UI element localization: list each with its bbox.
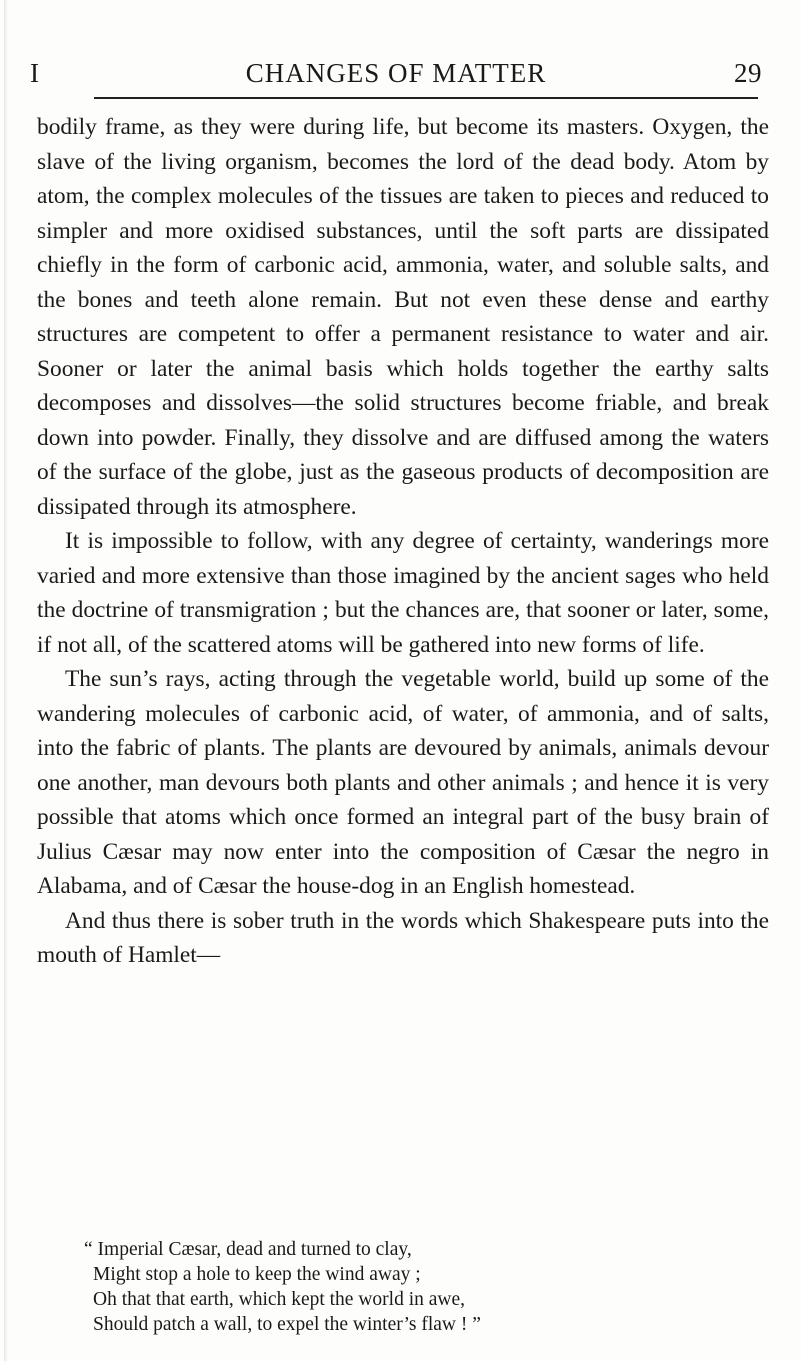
page-number: 29 (734, 58, 762, 88)
paragraph: It is impossible to follow, with any degree of certainty, wanderings more varied and more extensive than those imagined by the ancient sages who held the doctrine of transmigration ; but the chances are, that sooner or later, some, if not all, of the scattered atoms will be gathered into new forms of life. (37, 528, 769, 658)
body-text (37, 110, 769, 973)
verse-line: Oh that that earth, which kept the world in awe, (93, 1289, 466, 1310)
verse-quotation (84, 1237, 744, 1337)
verse-line: Should patch a wall, to expel the winter’s flaw ! ” (93, 1314, 481, 1335)
header-rule (94, 97, 758, 99)
running-head (30, 58, 762, 98)
paragraph: bodily frame, as they were during life, but become its masters. Oxygen, the slave of the living organism, becomes the lord of the dead body. Atom by atom, the complex molecules of the tissues are taken to pieces and reduced to simpler and more oxidised substances, until the soft parts are dissipated chiefly in the form of carbonic acid, ammonia, water, and soluble salts, and the bones and teeth alone remain. But not even these dense and earthy structures are competent to offer a permanent resistance to water and air. Sooner or later the animal basis which holds together the earthy salts decomposes and dissolves—the solid structures become friable, and break down into powder. Finally, they dissolve and are diffused among the waters of the surface of the globe, just as the gaseous products of decomposition are dissipated through its atmosphere. (37, 114, 769, 520)
verse-line: Might stop a hole to keep the wind away ; (93, 1264, 421, 1285)
page-edge-shadow (4, 0, 8, 1361)
chapter-number: I (30, 58, 40, 88)
paragraph: The sun’s rays, acting through the vegetable world, build up some of the wandering molecules of carbonic acid, of water, of ammonia, and of salts, into the fabric of plants. The plants are devoured by animals, animals devour one another, man devours both plants and other animals ; and hence it is very possible that atoms which once formed an integral part of the busy brain of Julius Cæsar may now enter into the composition of Cæsar the negro in Alabama, and of Cæsar the house-dog in an English homestead. (37, 666, 769, 899)
chapter-title: CHANGES OF MATTER (245, 58, 547, 88)
paragraph: And thus there is sober truth in the words which Shakespeare puts into the mouth of Hamlet— (37, 907, 769, 968)
verse-line: “ Imperial Cæsar, dead and turned to clay, (84, 1239, 412, 1260)
